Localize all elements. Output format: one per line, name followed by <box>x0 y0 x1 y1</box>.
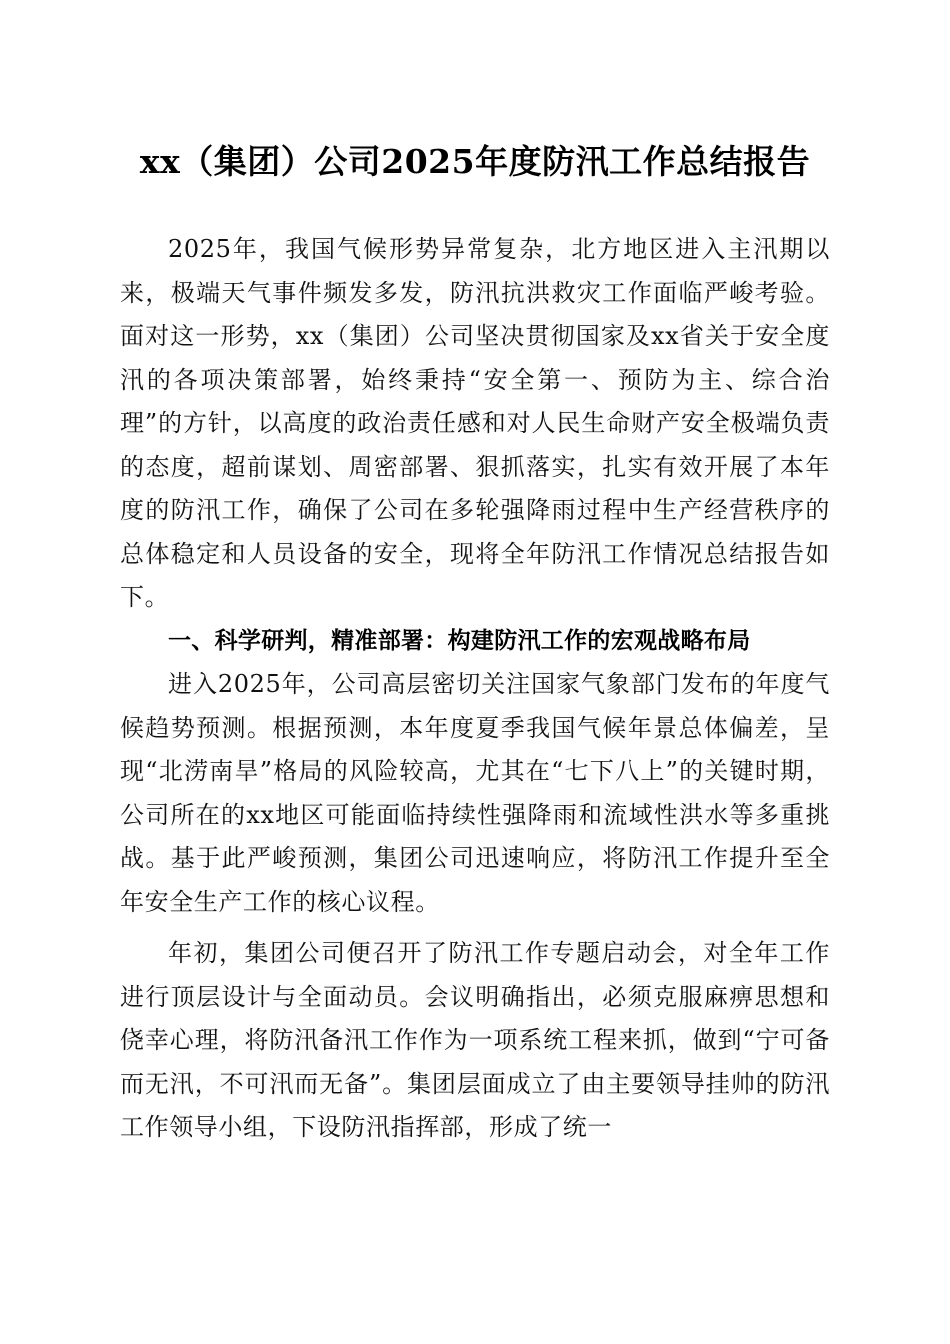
body-paragraph: 年初，集团公司便召开了防汛工作专题启动会，对全年工作进行顶层设计与全面动员。会议明确指出，必须克服麻痹思想和侥幸心理，将防汛备汛工作作为一项系统工程来抓，做到“宁可备而无汛，不可汛而无备”。集团层面成立了由主要领导挂帅的防汛工作领导小组，下设防汛指挥部，形成了统一 <box>120 939 830 1141</box>
body-paragraph: 进入2025年，公司高层密切关注国家气象部门发布的年度气候趋势预测。根据预测，本年度夏季我国气候年景总体偏差，呈现“北涝南旱”格局的风险较高，尤其在“七下八上”的关键时期，公司所在的xx地区可能面临持续性强降雨和流域性洪水等多重挑战。基于此严峻预测，集团公司迅速响应，将防汛工作提升至全年安全生产工作的核心议程。 <box>120 670 830 916</box>
document-body <box>120 228 830 1150</box>
section-heading: 一、科学研判，精准部署：构建防汛工作的宏观战略布局 <box>168 627 751 654</box>
document-title: xx（集团）公司2025年度防汛工作总结报告 <box>139 142 811 181</box>
paragraph-gap <box>120 924 830 932</box>
intro-paragraph: 2025年，我国气候形势异常复杂，北方地区进入主汛期以来，极端天气事件频发多发，防汛抗洪救灾工作面临严峻考验。面对这一形势，xx（集团）公司坚决贯彻国家及xx省关于安全度汛的各项决策部署，始终秉持“安全第一、预防为主、综合治理”的方针，以高度的政治责任感和对人民生命财产安全极端负责的态度，超前谋划、周密部署、狠抓落实，扎实有效开展了本年度的防汛工作，确保了公司在多轮强降雨过程中生产经营秩序的总体稳定和人员设备的安全，现将全年防汛工作情况总结报告如下。 <box>120 235 830 611</box>
